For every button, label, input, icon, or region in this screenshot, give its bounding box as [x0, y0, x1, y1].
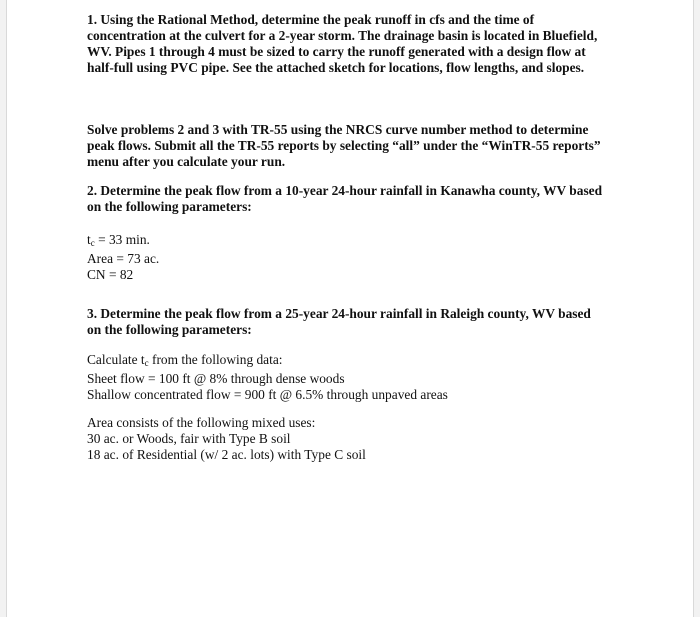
problem-3-tc-data — [87, 352, 627, 403]
cn-parameter: CN = 82 — [87, 267, 134, 282]
problem-2-heading — [87, 183, 627, 215]
problem-1-line: 1. Using the Rational Method, determine the peak runoff in cfs and the time of — [87, 12, 535, 27]
tr55-instructions — [87, 122, 627, 170]
document-page — [6, 0, 694, 617]
problem-3-land-uses — [87, 415, 627, 463]
calc-suffix: from the following data: — [148, 352, 283, 367]
calculate-tc-line — [87, 352, 627, 371]
land-use-item: 30 ac. or Woods, fair with Type B soil — [87, 431, 291, 446]
sheet-flow-line: Sheet flow = 100 ft @ 8% through dense woods — [87, 371, 345, 386]
problem-1-line: half-full using PVC pipe. See the attached sketch for locations, flow lengths, and slopes. — [87, 60, 585, 75]
land-use-item: 18 ac. of Residential (w/ 2 ac. lots) with Type C soil — [87, 447, 366, 462]
problem-2-heading-line: on the following parameters: — [87, 199, 252, 214]
problem-2-heading-line: 2. Determine the peak flow from a 10-year 24-hour rainfall in Kanawha county, WV based — [87, 183, 603, 198]
problem-1-text — [87, 12, 627, 76]
problem-2-parameters — [87, 232, 627, 283]
tc-parameter — [87, 232, 627, 251]
instructions-line: Solve problems 2 and 3 with TR-55 using the NRCS curve number method to determine — [87, 122, 589, 137]
problem-1-line: WV. Pipes 1 through 4 must be sized to carry the runoff generated with a design flow at — [87, 44, 586, 59]
problem-3-heading — [87, 306, 627, 338]
calc-subscript: c — [144, 358, 149, 368]
problem-3-heading-line: 3. Determine the peak flow from a 25-year 24-hour rainfall in Raleigh county, WV based — [87, 306, 591, 321]
instructions-line: peak flows. Submit all the TR-55 reports by selecting “all” under the “WinTR-55 reports” — [87, 138, 601, 153]
tc-subscript: c — [90, 238, 95, 248]
problem-1-line: concentration at the culvert for a 2-year storm. The drainage basin is located in Bluefield, — [87, 28, 598, 43]
tc-value: = 33 min. — [94, 232, 150, 247]
area-parameter: Area = 73 ac. — [87, 251, 160, 266]
tc-symbol: t — [87, 232, 91, 247]
area-heading-line: Area consists of the following mixed uses: — [87, 415, 316, 430]
instructions-line: menu after you calculate your run. — [87, 154, 286, 169]
problem-3-heading-line: on the following parameters: — [87, 322, 252, 337]
shallow-flow-line: Shallow concentrated flow = 900 ft @ 6.5% through unpaved areas — [87, 387, 448, 402]
calc-prefix: Calculate t — [87, 352, 145, 367]
